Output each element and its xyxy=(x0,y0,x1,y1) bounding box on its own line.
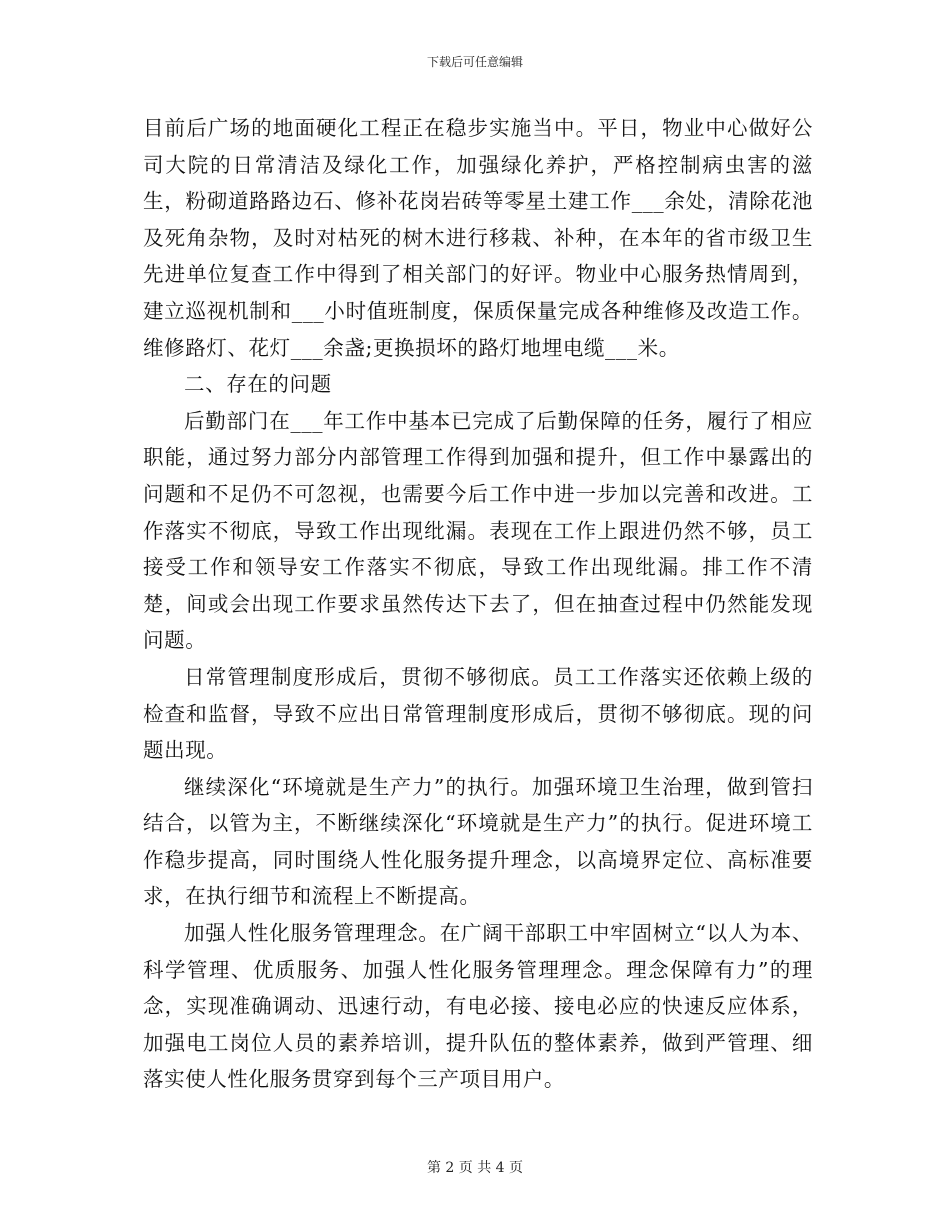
page-header: 下载后可任意编辑 xyxy=(426,55,523,69)
paragraph-3: 日常管理制度形成后，贯彻不够彻底。员工工作落实还依赖上级的检查和监督，导致不应出日常管理制度形成后，贯彻不够彻底。现的问题出现。 xyxy=(143,664,813,763)
paragraph-2: 后勤部门在___年工作中基本已完成了后勤保障的任务，履行了相应职能，通过努力部分内部管理工作得到加强和提升，但工作中暴露出的问题和不足仍不可忽视，也需要今后工作中进一步加以完善和改进。工作落实不彻底，导致工作出现纰漏。表现在工作上跟进仍然不够，员工接受工作和领导安工作落实不彻底，导致工作出现纰漏。排工作不清楚，间或会出现工作要求虽然传达下去了，但在抽查过程中仍然能发现问题。 xyxy=(143,408,813,653)
paragraph-1: 目前后广场的地面硬化工程正在稳步实施当中。平日，物业中心做好公司大院的日常清洁及绿化工作，加强绿化养护，严格控制病虫害的滋生，粉砌道路路边石、修补花岗岩砖等零星土建工作___余处，清除花池及死角杂物，及时对枯死的树木进行移栽、补种，在本年的省市级卫生先进单位复查工作中得到了相关部门的好评。物业中心服务热情周到，建立巡视机制和___小时值班制度，保质保量完成各种维修及改造工作。维修路灯、花灯___余盏;更换损坏的路灯地埋电缆___米。 xyxy=(143,116,813,360)
paragraph-5: 加强人性化服务管理理念。在广阔干部职工中牢固树立“以人为本、科学管理、优质服务、加强人性化服务管理理念。理念保障有力”的理念，实现准确调动、迅速行动，有电必接、接电必应的快速反应体系，加强电工岗位人员的素养培训，提升队伍的整体素养，做到严管理、细落实使人性化服务贯穿到每个三产项目用户。 xyxy=(143,921,813,1092)
document-body xyxy=(143,110,813,1098)
page-footer: 第 2 页 共 4 页 xyxy=(426,1160,524,1176)
paragraph-4: 继续深化“环境就是生产力”的执行。加强环境卫生治理，做到管扫结合，以管为主，不断继续深化“环境就是生产力”的执行。促进环境工作稳步提高，同时围绕人性化服务提升理念，以高境界定位、高标准要求，在执行细节和流程上不断提高。 xyxy=(143,774,813,909)
section-heading: 二、存在的问题 xyxy=(184,372,332,397)
